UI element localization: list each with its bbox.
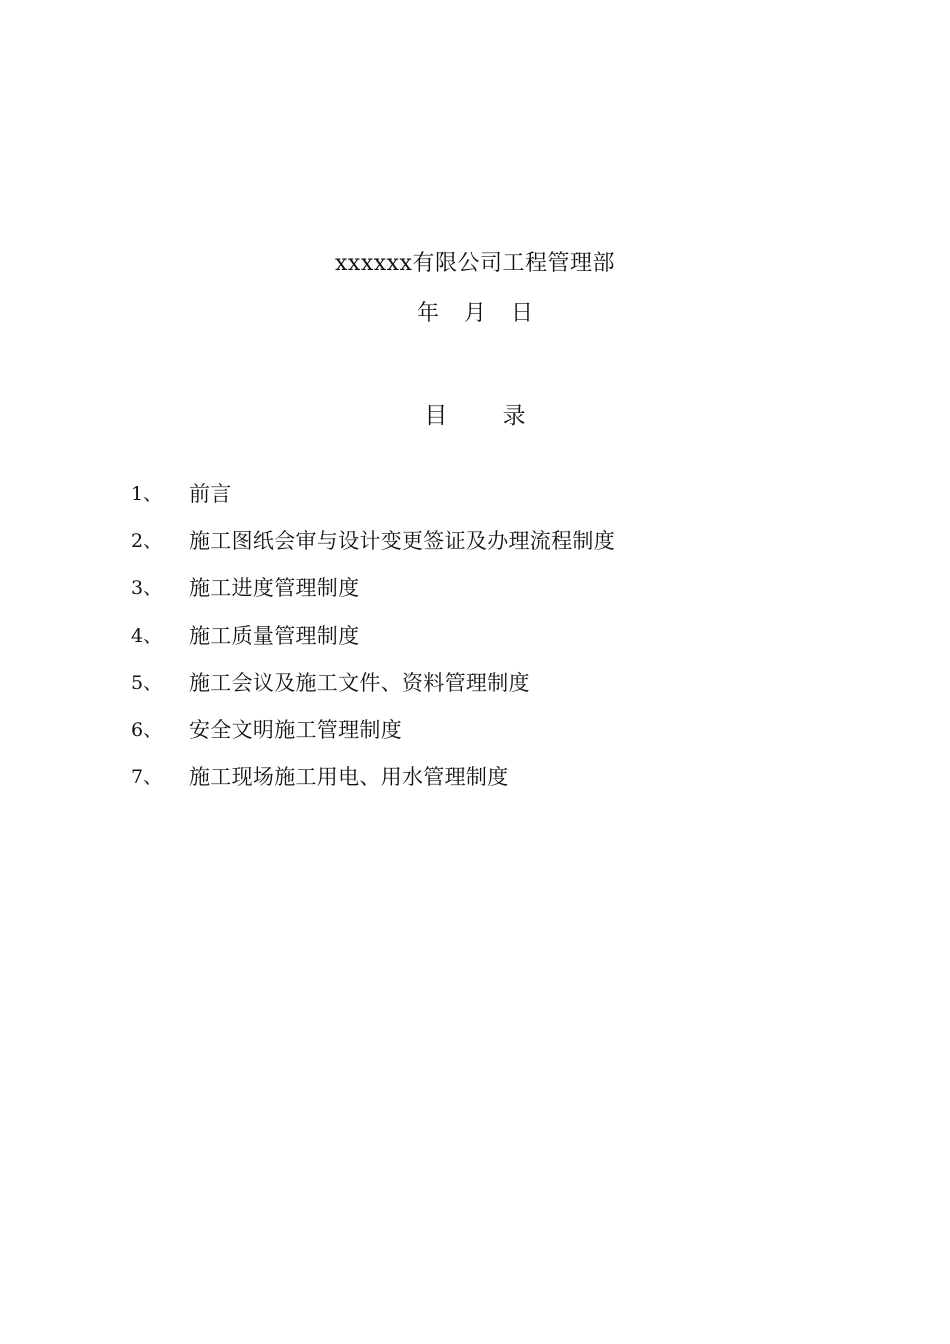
toc-item-1 [131, 470, 831, 517]
toc-title [0, 398, 950, 434]
toc-item-text: 施工会议及施工文件、资料管理制度 [189, 670, 530, 695]
date-line [0, 296, 950, 332]
toc-list [131, 470, 831, 801]
toc-item-text: 施工现场施工用电、用水管理制度 [189, 765, 509, 790]
toc-item-number: 2、 [131, 529, 163, 552]
organization-name: xxxxxx有限公司工程管理部 [335, 251, 615, 276]
toc-item-text: 施工质量管理制度 [189, 623, 360, 648]
toc-item-number: 5、 [131, 671, 163, 694]
toc-item-number: 7、 [131, 766, 163, 789]
toc-item-number: 4、 [131, 624, 163, 647]
toc-title-char-1: 目 [424, 403, 448, 429]
toc-item-text: 施工图纸会审与设计变更签证及办理流程制度 [189, 528, 615, 553]
toc-item-text: 前言 [189, 481, 232, 506]
toc-item-3 [131, 565, 831, 612]
toc-item-4 [131, 612, 831, 659]
toc-title-char-2: 录 [502, 403, 526, 429]
toc-item-5 [131, 659, 831, 706]
toc-item-text: 施工进度管理制度 [189, 576, 360, 601]
toc-item-7 [131, 754, 831, 801]
toc-item-6 [131, 706, 831, 753]
date-day: 日 [511, 301, 534, 326]
date-month: 月 [463, 301, 486, 326]
toc-item-2 [131, 517, 831, 564]
date-year: 年 [416, 301, 439, 326]
toc-item-number: 1、 [131, 482, 163, 505]
toc-item-number: 3、 [131, 577, 163, 600]
toc-item-number: 6、 [131, 719, 163, 742]
toc-item-text: 安全文明施工管理制度 [189, 718, 402, 743]
